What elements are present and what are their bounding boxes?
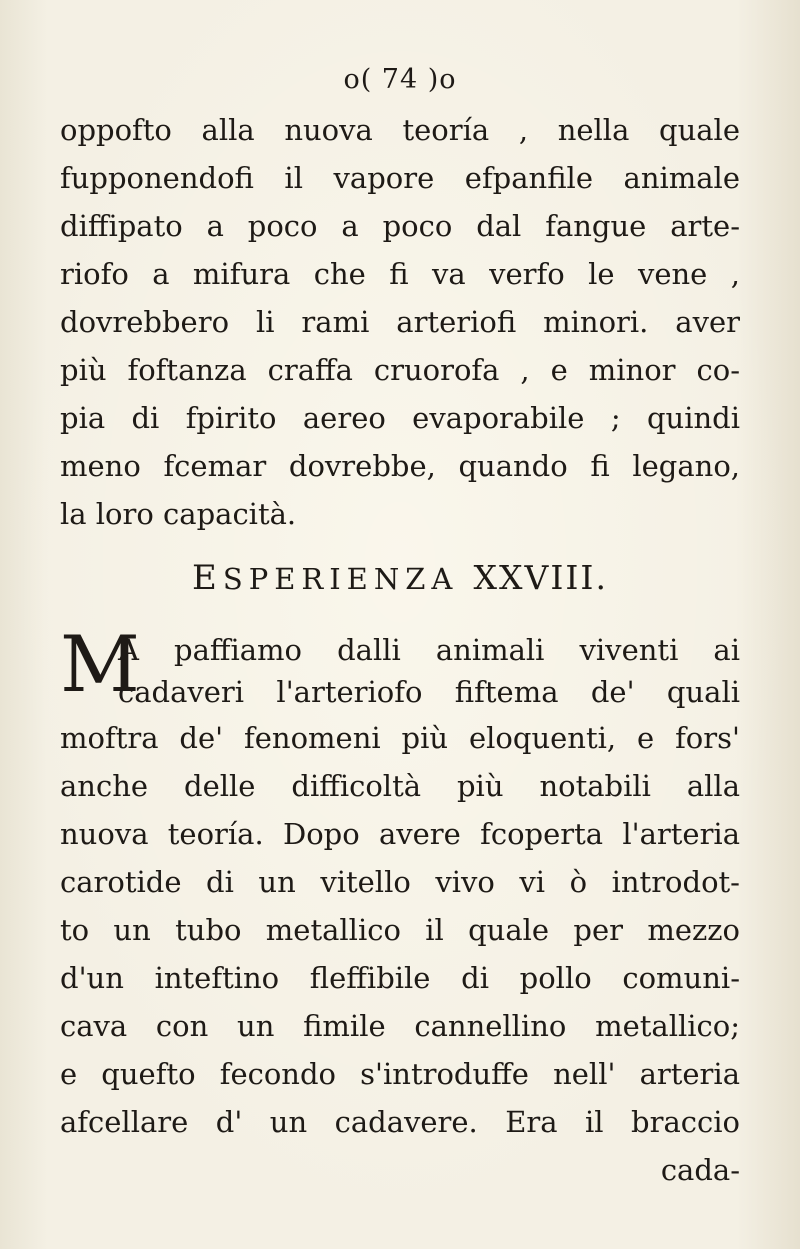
- text-line: d'un inteftino fleffibile di pollo comuni-: [60, 961, 740, 995]
- catchword: cada-: [660, 1153, 740, 1187]
- text-line: moftra de' fenomeni più eloquenti, e fors': [60, 721, 740, 755]
- drop-cap: M: [60, 620, 140, 710]
- heading-word: SPERIENZA: [222, 562, 459, 596]
- text-line: cava con un fimile cannellino metallico;: [60, 1009, 740, 1043]
- text-line: A paffiamo dalli animali viventi ai: [118, 633, 740, 667]
- text-line: più foftanza craffa cruorofa , e minor co-: [60, 353, 740, 387]
- text-line: afcellare d' un cadavere. Era il braccio: [60, 1105, 740, 1139]
- text-line: meno fcemar dovrebbe, quando fi legano,: [60, 449, 740, 483]
- section-heading: [0, 558, 800, 598]
- text-line: diffipato a poco a poco dal fangue arte-: [60, 209, 740, 243]
- text-line: pia di fpirito aereo evaporabile ; quindi: [60, 401, 740, 435]
- text-line: fupponendofi il vapore efpanfile animale: [60, 161, 740, 195]
- page-number: o( 74 )o: [343, 64, 457, 95]
- text-line: dovrebbero li rami arteriofi minori. aver: [60, 305, 740, 339]
- text-line: cadaveri l'arteriofo fiftema de' quali: [118, 675, 740, 709]
- text-line: e quefto fecondo s'introduffe nell' arteria: [60, 1057, 740, 1091]
- text-line: anche delle difficoltà più notabili alla: [60, 769, 740, 803]
- text-line: carotide di un vitello vivo vi ò introdot-: [60, 865, 740, 899]
- heading-initial: E: [192, 558, 223, 598]
- text-line: riofo a mifura che fi va verfo le vene ,: [60, 257, 740, 291]
- text-line: nuova teoría. Dopo avere fcoperta l'arteria: [60, 817, 740, 851]
- heading-number: XXVIII.: [473, 558, 608, 597]
- text-line: la loro capacità.: [60, 497, 297, 531]
- text-line: to un tubo metallico il quale per mezzo: [60, 913, 740, 947]
- text-line: oppofto alla nuova teoría , nella quale: [60, 113, 740, 147]
